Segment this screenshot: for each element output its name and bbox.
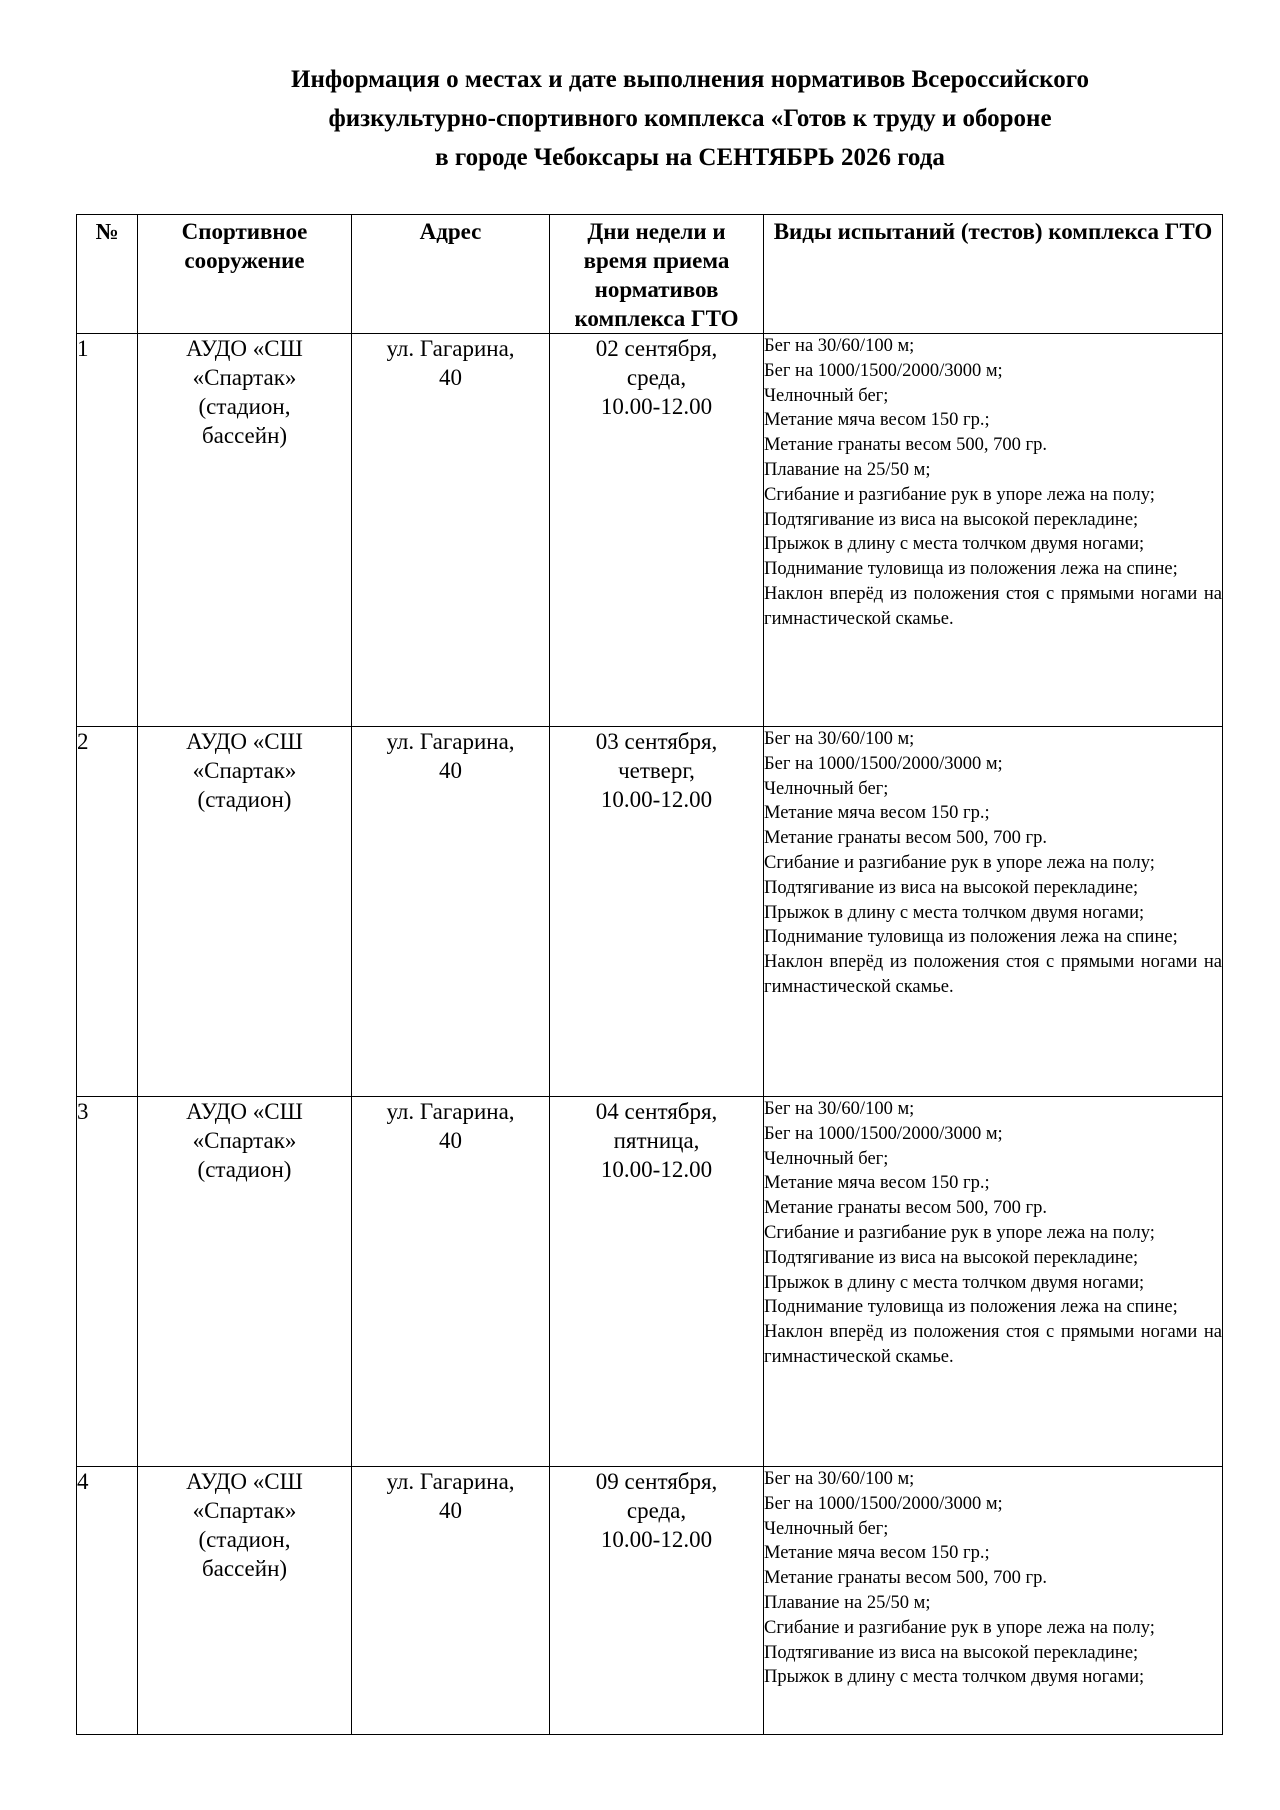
table-row <box>77 1097 1223 1467</box>
row-number: 3 <box>77 1097 138 1467</box>
test-item: Бег на 30/60/100 м; <box>764 1099 915 1119</box>
test-item: Бег на 1000/1500/2000/3000 м; <box>764 1493 1003 1514</box>
test-item: Плавание на 25/50 м; <box>764 1592 931 1613</box>
address-line: 40 <box>439 1498 462 1523</box>
facility-line: АУДО «СШ <box>186 729 303 754</box>
test-item: Метание мяча весом 150 гр.; <box>764 1543 990 1564</box>
test-item: Наклон вперёд из положения стоя с прямыми ногами на гимнастической скамье. <box>764 1322 1222 1367</box>
test-item: Метание мяча весом 150 гр.; <box>764 803 990 824</box>
schedule-cell <box>550 1467 764 1735</box>
schedule-line: 10.00-12.00 <box>600 1157 713 1182</box>
test-item: Бег на 30/60/100 м; <box>764 336 915 356</box>
header-schedule: Дни недели и время приема нормативов комплекса ГТО <box>550 215 764 334</box>
row-number: 2 <box>77 727 138 1097</box>
facility-cell <box>138 727 352 1097</box>
test-item: Бег на 1000/1500/2000/3000 м; <box>764 360 1003 381</box>
schedule-line: 10.00-12.00 <box>600 787 713 812</box>
test-item: Бег на 30/60/100 м; <box>764 729 915 749</box>
table-row <box>77 334 1223 727</box>
facility-line: АУДО «СШ <box>186 1099 303 1124</box>
test-item: Поднимание туловища из положения лежа на спине; <box>764 927 1178 948</box>
address-cell <box>352 727 550 1097</box>
test-item: Челночный бег; <box>764 778 889 799</box>
test-item: Сгибание и разгибание рук в упоре лежа на полу; <box>764 852 1155 873</box>
title-line-3: в городе Чебоксары на СЕНТЯБРЬ 2026 года <box>435 144 945 171</box>
test-item: Челночный бег; <box>764 385 889 406</box>
test-item: Бег на 30/60/100 м; <box>764 1469 915 1489</box>
schedule-line: среда, <box>626 1498 687 1523</box>
test-item: Метание мяча весом 150 гр.; <box>764 1173 990 1194</box>
row-number: 4 <box>77 1467 138 1735</box>
schedule-cell <box>550 1097 764 1467</box>
schedule-table <box>76 214 1223 1735</box>
facility-line: АУДО «СШ <box>186 1469 303 1494</box>
facility-line: бассейн) <box>201 423 288 448</box>
schedule-line: четверг, <box>618 758 695 783</box>
address-line: 40 <box>439 1128 462 1153</box>
test-item: Плавание на 25/50 м; <box>764 459 931 480</box>
schedule-line: 03 сентября, <box>595 729 718 754</box>
test-item: Прыжок в длину с места толчком двумя ногами; <box>764 534 1145 555</box>
facility-line: «Спартак» <box>192 758 297 783</box>
schedule-cell <box>550 334 764 727</box>
table-header-row <box>77 215 1223 334</box>
test-item: Метание мяча весом 150 гр.; <box>764 410 990 431</box>
test-item: Челночный бег; <box>764 1148 889 1169</box>
header-num: № <box>77 215 138 334</box>
facility-line: «Спартак» <box>192 1128 297 1153</box>
facility-cell <box>138 1467 352 1735</box>
schedule-cell <box>550 727 764 1097</box>
test-item: Подтягивание из виса на высокой перекладине; <box>764 877 1139 898</box>
address-line: ул. Гагарина, <box>386 1469 515 1494</box>
test-item: Метание гранаты весом 500, 700 гр. <box>764 828 1047 849</box>
test-item: Метание гранаты весом 500, 700 гр. <box>764 435 1047 456</box>
facility-line: (стадион, <box>198 394 291 419</box>
facility-line: «Спартак» <box>192 365 297 390</box>
schedule-line: среда, <box>626 365 687 390</box>
table-row <box>77 1467 1223 1735</box>
row-number: 1 <box>77 334 138 727</box>
test-item: Челночный бег; <box>764 1518 889 1539</box>
facility-line: АУДО «СШ <box>186 336 303 361</box>
header-tests: Виды испытаний (тестов) комплекса ГТО <box>764 215 1223 334</box>
facility-line: (стадион) <box>197 787 292 812</box>
tests-cell <box>764 1097 1223 1467</box>
address-line: ул. Гагарина, <box>386 729 515 754</box>
test-item: Сгибание и разгибание рук в упоре лежа на полу; <box>764 484 1155 505</box>
title-line-1: Информация о местах и дате выполнения нормативов Всероссийского <box>291 66 1089 93</box>
title-line-2: физкультурно-спортивного комплекса «Готов к труду и обороне <box>328 105 1052 132</box>
table-body <box>77 334 1223 1735</box>
schedule-line: 02 сентября, <box>595 336 718 361</box>
document-title <box>150 60 1230 177</box>
test-item: Прыжок в длину с места толчком двумя ногами; <box>764 902 1145 923</box>
tests-cell <box>764 727 1223 1097</box>
test-item: Поднимание туловища из положения лежа на спине; <box>764 1297 1178 1318</box>
address-line: ул. Гагарина, <box>386 1099 515 1124</box>
schedule-line: 04 сентября, <box>595 1099 718 1124</box>
tests-cell <box>764 1467 1223 1735</box>
header-facility: Спортивное сооружение <box>138 215 352 334</box>
test-item: Подтягивание из виса на высокой перекладине; <box>764 1247 1139 1268</box>
test-item: Сгибание и разгибание рук в упоре лежа на полу; <box>764 1617 1155 1638</box>
address-cell <box>352 1467 550 1735</box>
facility-line: (стадион, <box>198 1527 291 1552</box>
test-item: Бег на 1000/1500/2000/3000 м; <box>764 753 1003 774</box>
table-row <box>77 727 1223 1097</box>
test-item: Наклон вперёд из положения стоя с прямыми ногами на гимнастической скамье. <box>764 952 1222 997</box>
schedule-line: пятница, <box>613 1128 700 1153</box>
schedule-line: 10.00-12.00 <box>600 394 713 419</box>
test-item: Подтягивание из виса на высокой перекладине; <box>764 1642 1139 1663</box>
test-item: Наклон вперёд из положения стоя с прямыми ногами на гимнастической скамье. <box>764 583 1222 629</box>
test-item: Метание гранаты весом 500, 700 гр. <box>764 1198 1047 1219</box>
schedule-line: 10.00-12.00 <box>600 1527 713 1552</box>
facility-line: бассейн) <box>201 1556 288 1581</box>
test-item: Бег на 1000/1500/2000/3000 м; <box>764 1123 1003 1144</box>
test-item: Прыжок в длину с места толчком двумя ногами; <box>764 1272 1145 1293</box>
address-line: ул. Гагарина, <box>386 336 515 361</box>
test-item: Сгибание и разгибание рук в упоре лежа на полу; <box>764 1222 1155 1243</box>
test-item: Метание гранаты весом 500, 700 гр. <box>764 1568 1047 1589</box>
address-line: 40 <box>439 758 462 783</box>
address-line: 40 <box>439 365 462 390</box>
test-item: Поднимание туловища из положения лежа на спине; <box>764 559 1178 580</box>
header-address: Адрес <box>352 215 550 334</box>
facility-line: «Спартак» <box>192 1498 297 1523</box>
facility-line: (стадион) <box>197 1157 292 1182</box>
facility-cell <box>138 1097 352 1467</box>
address-cell <box>352 1097 550 1467</box>
address-cell <box>352 334 550 727</box>
test-item: Подтягивание из виса на высокой перекладине; <box>764 509 1139 530</box>
facility-cell <box>138 334 352 727</box>
tests-cell <box>764 334 1223 727</box>
schedule-line: 09 сентября, <box>595 1469 718 1494</box>
test-item: Прыжок в длину с места толчком двумя ногами; <box>764 1667 1145 1688</box>
